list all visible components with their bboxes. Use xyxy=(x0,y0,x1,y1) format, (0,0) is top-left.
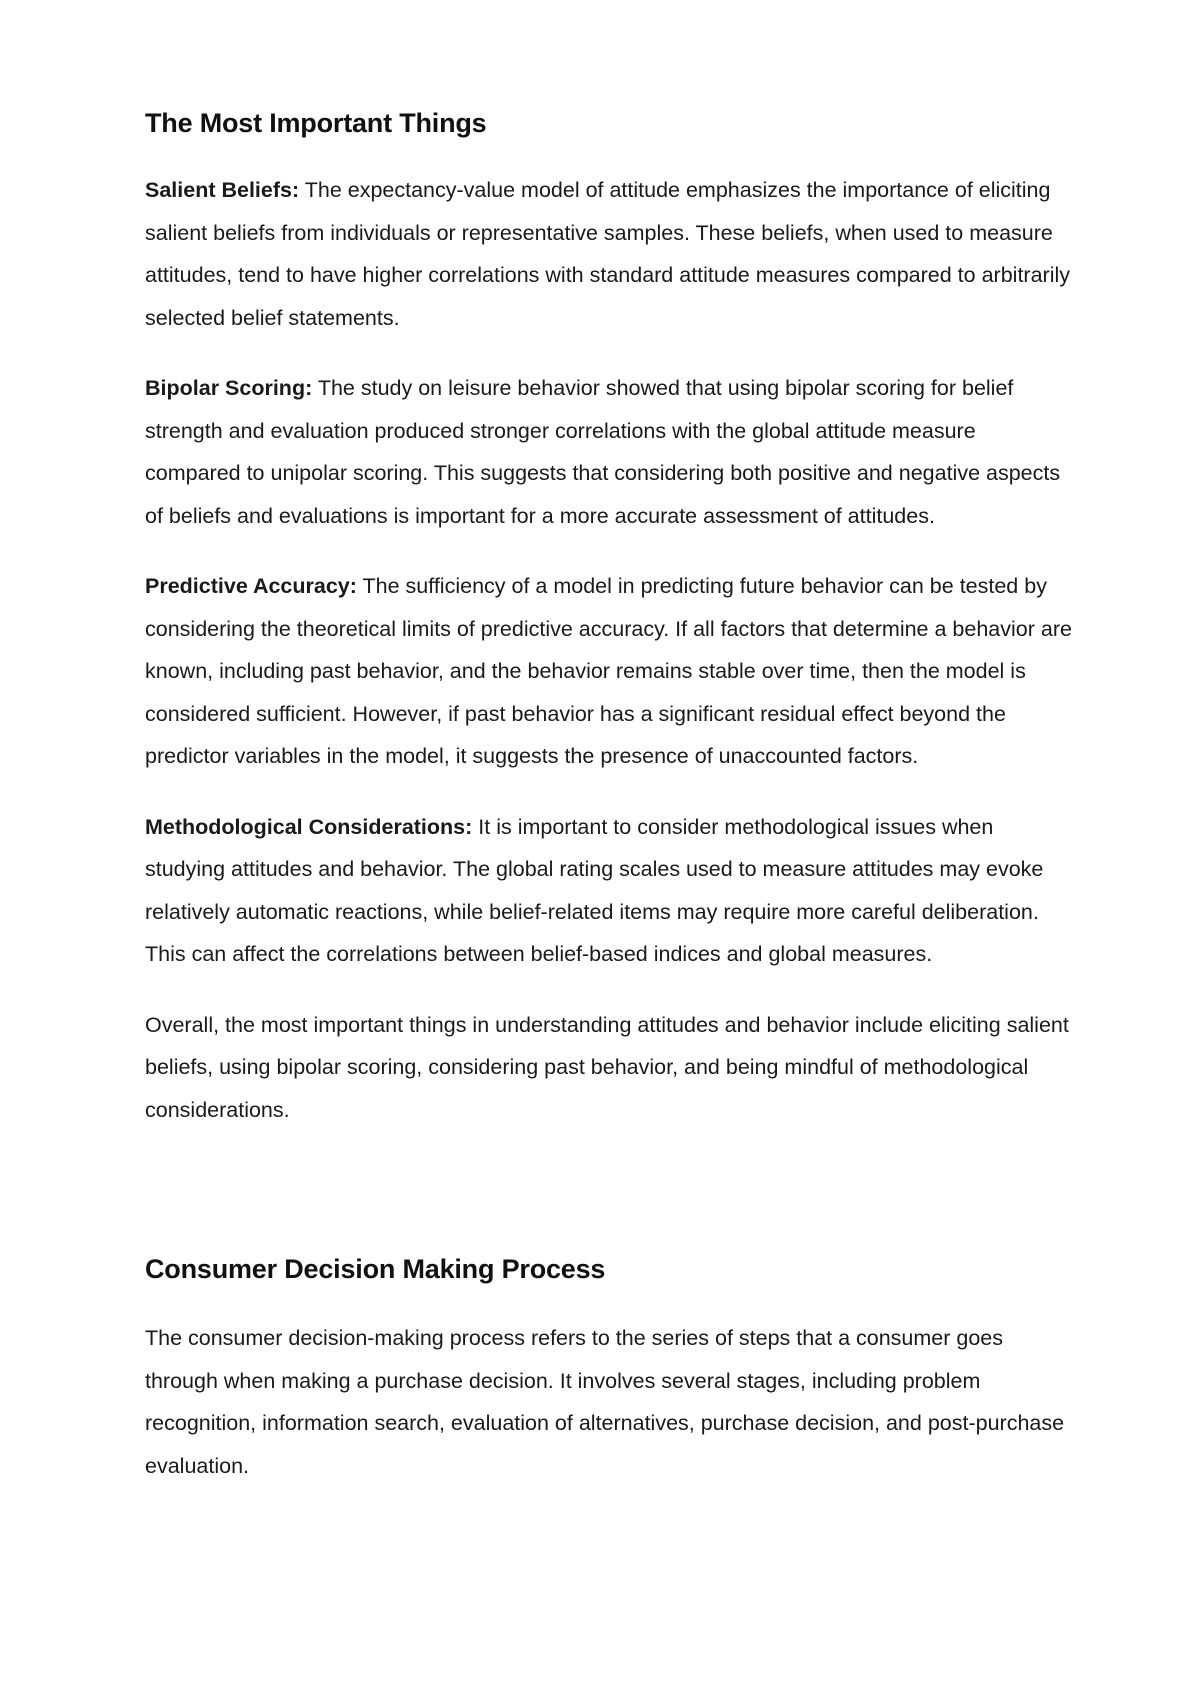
term-methodological-considerations: Methodological Considerations: xyxy=(145,814,473,839)
section-heading-most-important-things: The Most Important Things xyxy=(145,108,487,138)
paragraph-salient-beliefs xyxy=(145,169,1075,339)
paragraph-bipolar-scoring xyxy=(145,367,1075,537)
document-body xyxy=(145,105,1075,1487)
text-salient-beliefs: The expectancy-value model of attitude emphasizes the importance of eliciting salient beliefs from individuals or representative samples. These beliefs, when used to measure attitudes, tend to have higher correlations with standard attitude measures compared to arbitrarily selected belief statements. xyxy=(145,178,1070,330)
paragraph-consumer-decision-process: The consumer decision-making process refers to the series of steps that a consumer goes through when making a purchase decision. It involves several stages, including problem recognition, information search, evaluation of alternatives, purchase decision, and post-purchase evaluation. xyxy=(145,1326,1065,1478)
paragraph-overall-summary: Overall, the most important things in understanding attitudes and behavior include eliciting salient beliefs, using bipolar scoring, considering past behavior, and being mindful of methodological considerations. xyxy=(145,1012,1069,1122)
paragraph-methodological-considerations xyxy=(145,806,1075,976)
text-bipolar-scoring: The study on leisure behavior showed that using bipolar scoring for belief strength and evaluation produced stronger correlations with the global attitude measure compared to unipolar scoring. This suggests that considering both positive and negative aspects of beliefs and evaluations is important for a more accurate assessment of attitudes. xyxy=(145,376,1061,528)
section-heading-consumer-decision-making: Consumer Decision Making Process xyxy=(145,1254,606,1284)
term-predictive-accuracy: Predictive Accuracy: xyxy=(145,574,357,598)
term-bipolar-scoring: Bipolar Scoring: xyxy=(145,376,313,400)
paragraph-predictive-accuracy xyxy=(145,565,1075,778)
text-predictive-accuracy: The sufficiency of a model in predicting future behavior can be tested by considering the theoretical limits of predictive accuracy. If all factors that determine a behavior are known, including past behavior, and the behavior remains stable over time, then the model is considered sufficient. However, if past behavior has a significant residual effect beyond the predictor variables in the model, it suggests the presence of unaccounted factors. xyxy=(145,574,1072,768)
text-methodological-considerations: It is important to consider methodological issues when studying attitudes and behavior. The global rating scales used to measure attitudes may evoke relatively automatic reactions, while belief-related items may require more careful deliberation. This can affect the correlations between belief-based indices and global measures. xyxy=(145,814,1044,966)
term-salient-beliefs: Salient Beliefs: xyxy=(145,178,300,202)
